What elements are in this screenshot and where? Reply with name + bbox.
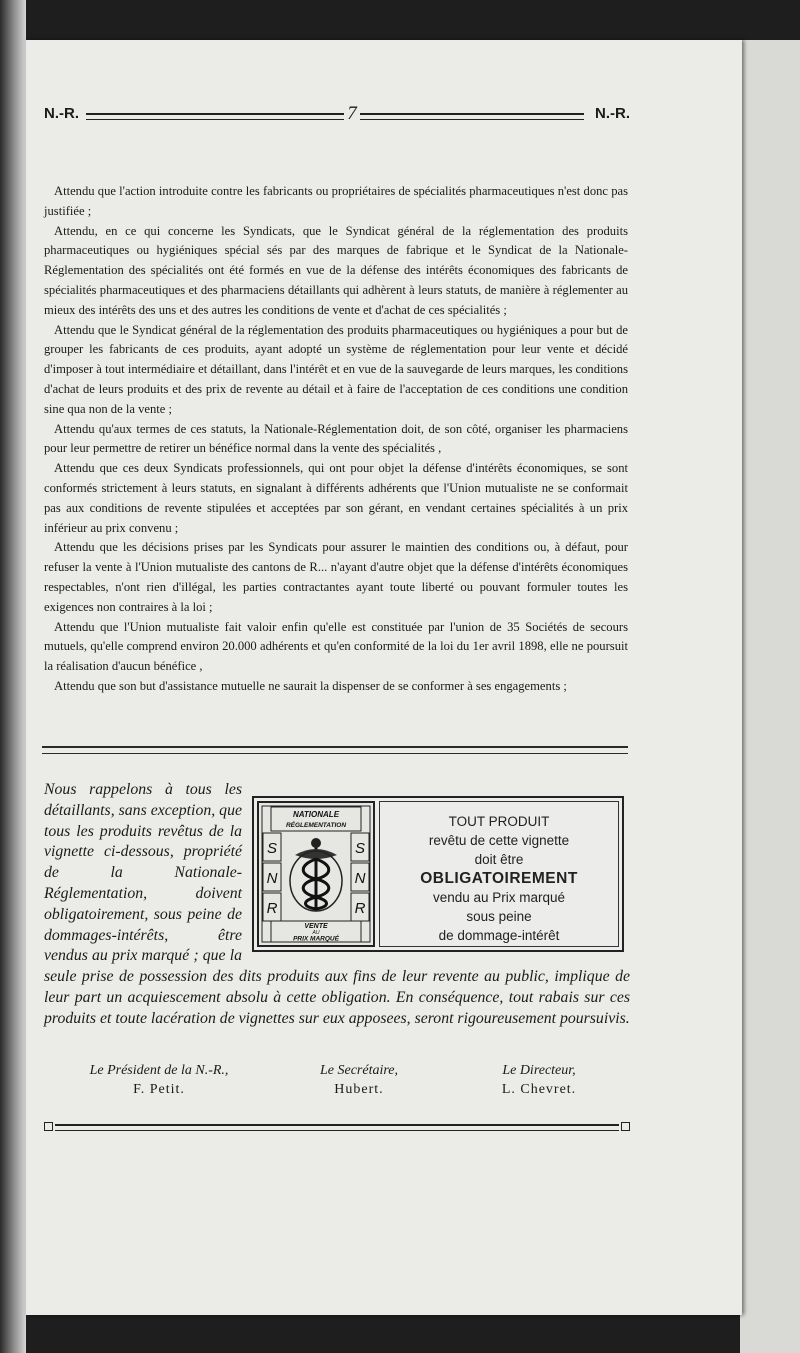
vignette-box-wrapper xyxy=(252,796,628,956)
signature-director xyxy=(464,1062,614,1100)
caduceus-emblem-icon xyxy=(259,803,373,945)
paragraph: Attendu, en ce qui concerne les Syndicats, que le Syndicat général de la réglementation des produits pharmaceutiques ou hygiéniques spécial sés par des marques de fabrique et le Syndicat de la Nationale-Réglementation des spécialités ont été formés en vue de la défense des intérêts économiques des fabricants de spécialités pharmaceutiques et des pharmaciens détaillants qui adhèrent à leurs statuts, de manière à réglementer au mieux des intérêts des uns et des autres les conditions de vente et d'achat de ces spécialités ; xyxy=(44,223,628,317)
caption-line: doit être xyxy=(474,852,524,867)
vignette-bottom-label-2: AU xyxy=(312,930,320,936)
vignette-letter: N xyxy=(354,870,366,887)
signature-role: Le Directeur, xyxy=(502,1063,576,1078)
caption-line: vendu au Prix marqué xyxy=(432,890,566,905)
vignette-letter: S xyxy=(354,840,366,857)
header-rule-right xyxy=(360,113,584,120)
vignette-letter: N xyxy=(266,870,278,887)
paragraph: Attendu que l'Union mutualiste fait valoir enfin qu'elle est constituée par l'union de 35 Sociétés de secours mutuels, qu'elle comprend environ 20.000 adhérents et qu'en conformité de la loi du 1er avril 1898, elle ne poursuit la réalisation d'aucun bénéfice , xyxy=(44,619,628,674)
vignette-top-label-2: RÉGLEMENTATION xyxy=(285,822,347,829)
bottom-ornament-rule xyxy=(44,1120,630,1134)
vignette-caption xyxy=(379,801,619,947)
signature-secretary xyxy=(294,1062,424,1100)
paragraph: Attendu que ces deux Syndicats professionnels, qui ont pour objet la défense d'intérêts économiques, se sont conformés strictement à leurs statuts, en signalant à différents adhérents que l'Union mutualiste ne se conformait pas aux conditions de revente stipulées et acceptées par son gérant, en vendant certaines spécialités à un prix inférieur au prix convenu ; xyxy=(44,461,628,535)
vignette-letter: R xyxy=(266,900,278,917)
header-right-mark: N.-R. xyxy=(595,105,630,122)
notice-text: Nous rappelons à tous les détaillants, sans exception, que tous les produits revêtus de la vignette ci-dessous, propriété de la Nationale-Réglementation, doivent obligatoirement, sous peine de dommages-intérêts, être vendus au prix marqué ; que la seule prise de possession des dits produits aux fins de leur revente au public, implique de leur part un acquiescement absolu à cette obligation. En conséquence, tout rabais sur ces produits et toute lacération de vignettes sur eux apposees, seront rigoureusement poursuivis. xyxy=(44,781,630,1027)
vignette-bottom-label-3: PRIX MARQUÉ xyxy=(293,935,339,943)
paragraph: Attendu que le Syndicat général de la réglementation des produits pharmaceutiques ou hygiéniques a pour but de grouper les fabricants de ces produits, ayant adopté un système de réglementation pour leur vente et décidé d'imposer à tout intermédiaire et détaillant, dans l'intérêt et en vue de la sauvegarde de leurs marques, les conditions d'achat de leurs produits et des prix de revente au détail et à faire de l'acceptation de ces conditions une condition sine qua non de la vente ; xyxy=(44,322,628,416)
vignette-bottom-label-1: VENTE xyxy=(304,923,328,930)
signature-row xyxy=(44,1062,630,1102)
binding-edge xyxy=(0,0,26,1353)
page-shadow xyxy=(740,40,800,1353)
vignette-top-label-1: NATIONALE xyxy=(292,810,340,819)
vignette-letter: S xyxy=(266,840,278,857)
ornament-square xyxy=(621,1122,630,1131)
header-rule-left xyxy=(86,113,344,120)
vignette-stamp xyxy=(257,801,375,947)
paragraph: Attendu qu'aux termes de ces statuts, la Nationale-Réglementation doit, de son côté, organiser les pharmaciens pour leur permettre de retirer un bénéfice normal dans la vente des spécialités , xyxy=(44,421,628,456)
ornament-square xyxy=(44,1122,53,1131)
page-header xyxy=(44,105,630,129)
vignette-box xyxy=(252,796,624,952)
caption-emphasis: OBLIGATOIREMENT xyxy=(420,870,578,887)
paragraph: Attendu que l'action introduite contre les fabricants ou propriétaires de spécialités pharmaceutiques n'est donc pas justifiée ; xyxy=(44,184,628,218)
caption-line: de dommage-intérêt xyxy=(438,928,560,943)
signature-role: Le Secrétaire, xyxy=(319,1063,398,1078)
signature-president xyxy=(64,1062,254,1100)
vignette-letter: R xyxy=(354,900,366,917)
header-left-mark: N.-R. xyxy=(44,105,79,122)
caption-line: sous peine xyxy=(466,909,532,924)
signature-name: Hubert. xyxy=(334,1082,384,1097)
signature-name: L. Chevret. xyxy=(501,1082,577,1097)
paragraph: Attendu que son but d'assistance mutuelle ne saurait la dispenser de se conformer à ses engagements ; xyxy=(54,678,567,693)
judgment-text xyxy=(44,182,628,697)
section-divider xyxy=(42,746,628,754)
paragraph: Attendu que les décisions prises par les Syndicats pour assurer le maintien des conditions ou, à défaut, pour refuser la vente à l'Union mutualiste des cantons de R... n'ayant d'autre objet que la défense d'intérêts économiques respectables, n'ont rien d'illégal, les parties contractantes ayant toute liberté ou pouvant formuler toutes les exigences non contraires à la loi ; xyxy=(44,540,628,614)
signature-name: F. Petit. xyxy=(133,1082,185,1097)
caption-line: revêtu de cette vignette xyxy=(428,833,570,848)
notice-block xyxy=(44,780,630,1030)
caption-line: TOUT PRODUIT xyxy=(448,814,550,829)
page-number: 7 xyxy=(347,103,357,124)
signature-role: Le Président de la N.-R., xyxy=(89,1063,229,1078)
ornament-line xyxy=(55,1124,619,1131)
